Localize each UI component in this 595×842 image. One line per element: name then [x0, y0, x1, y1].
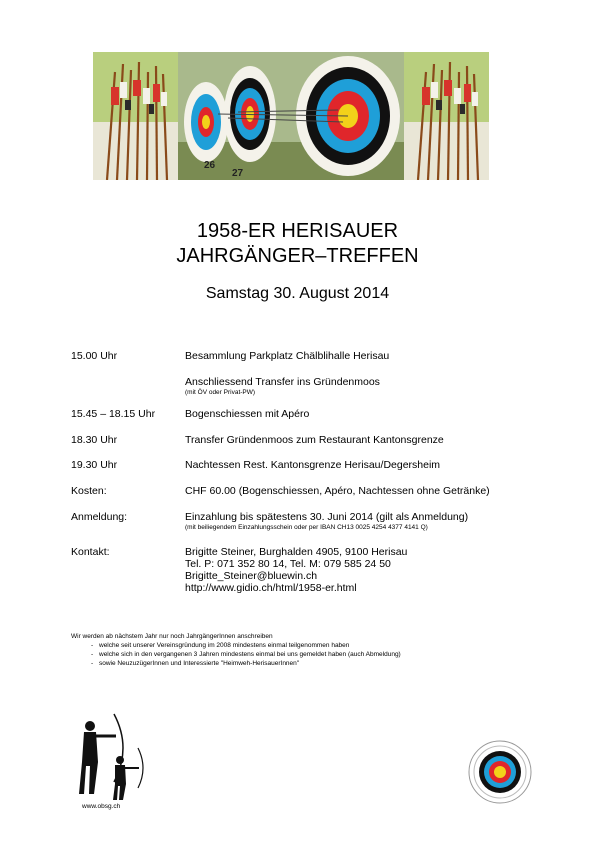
program-text: Transfer Gründenmoos zum Restaurant Kantonsgrenze: [185, 434, 444, 446]
program-time: 15.45 – 18.15 Uhr: [71, 408, 156, 420]
registration-note: (mit beiliegendem Einzahlungsschein oder per IBAN CH13 0025 4254 4377 4141 Q): [185, 524, 428, 531]
event-date: Samstag 30. August 2014: [205, 285, 390, 302]
notes-item: - welche sich in den vergangenen 3 Jahren mindestens einmal bei uns gemeldet haben (auch Abmeldung): [71, 650, 401, 659]
target-number-26: 26: [204, 160, 216, 171]
title-line-2: JAHRGÄNGER–TREFFEN: [176, 245, 419, 267]
notes-intro: Wir werden ab nächstem Jahr nur noch JahrgängerInnen anschreiben: [71, 633, 273, 640]
notes-section: [71, 632, 401, 668]
contact-email[interactable]: Brigitte_Steiner@bluewin.ch: [185, 570, 318, 582]
costs-value: CHF 60.00 (Bogenschiessen, Apéro, Nachtessen ohne Getränke): [185, 485, 490, 497]
notes-item: - sowie NeuzuzügerInnen und Interessierte "Heimweh-HerisauerInnen": [71, 659, 401, 668]
notes-list: [71, 641, 401, 668]
arrows-quiver-photo-right: [404, 52, 489, 180]
target-number-27: 27: [232, 168, 244, 179]
costs-label: Kosten:: [71, 485, 107, 497]
program-text: Besammlung Parkplatz Chälblihalle Herisau: [185, 350, 390, 362]
contact-label: Kontakt:: [71, 546, 110, 558]
program-text: Nachtessen Rest. Kantonsgrenze Herisau/Degersheim: [185, 459, 441, 471]
banner-photo-strip: [93, 52, 489, 180]
archer-logo: [70, 704, 150, 814]
registration-value: Einzahlung bis spätestens 30. Juni 2014 (gilt als Anmeldung): [185, 511, 469, 523]
arrows-quiver-photo-left: [93, 52, 178, 180]
archery-targets-photo: [178, 52, 404, 180]
contact-phone: Tel. P: 071 352 80 14, Tel. M: 079 585 24 50: [185, 558, 391, 570]
program-note: (mit ÖV oder Privat-PW): [185, 389, 256, 396]
notes-item: - welche seit unserer Vereinsgründung im 2008 mindestens einmal teilgenommen haben: [71, 641, 401, 650]
registration-label: Anmeldung:: [71, 511, 128, 523]
program-text: Bogenschiessen mit Apéro: [185, 408, 310, 420]
logo-url[interactable]: www.obsg.ch: [82, 803, 121, 810]
program-text: Anschliessend Transfer ins Gründenmoos: [185, 376, 380, 388]
program-time: 15.00 Uhr: [71, 350, 118, 362]
contact-website-link[interactable]: http://www.gidio.ch/html/1958-er.html: [185, 582, 357, 594]
program-time: 19.30 Uhr: [71, 459, 118, 471]
program-time: 18.30 Uhr: [71, 434, 118, 446]
archery-target-icon: [468, 740, 532, 804]
contact-line: Brigitte Steiner, Burghalden 4905, 9100 Herisau: [185, 546, 408, 558]
title-line-1: 1958-ER HERISAUER: [196, 220, 399, 242]
